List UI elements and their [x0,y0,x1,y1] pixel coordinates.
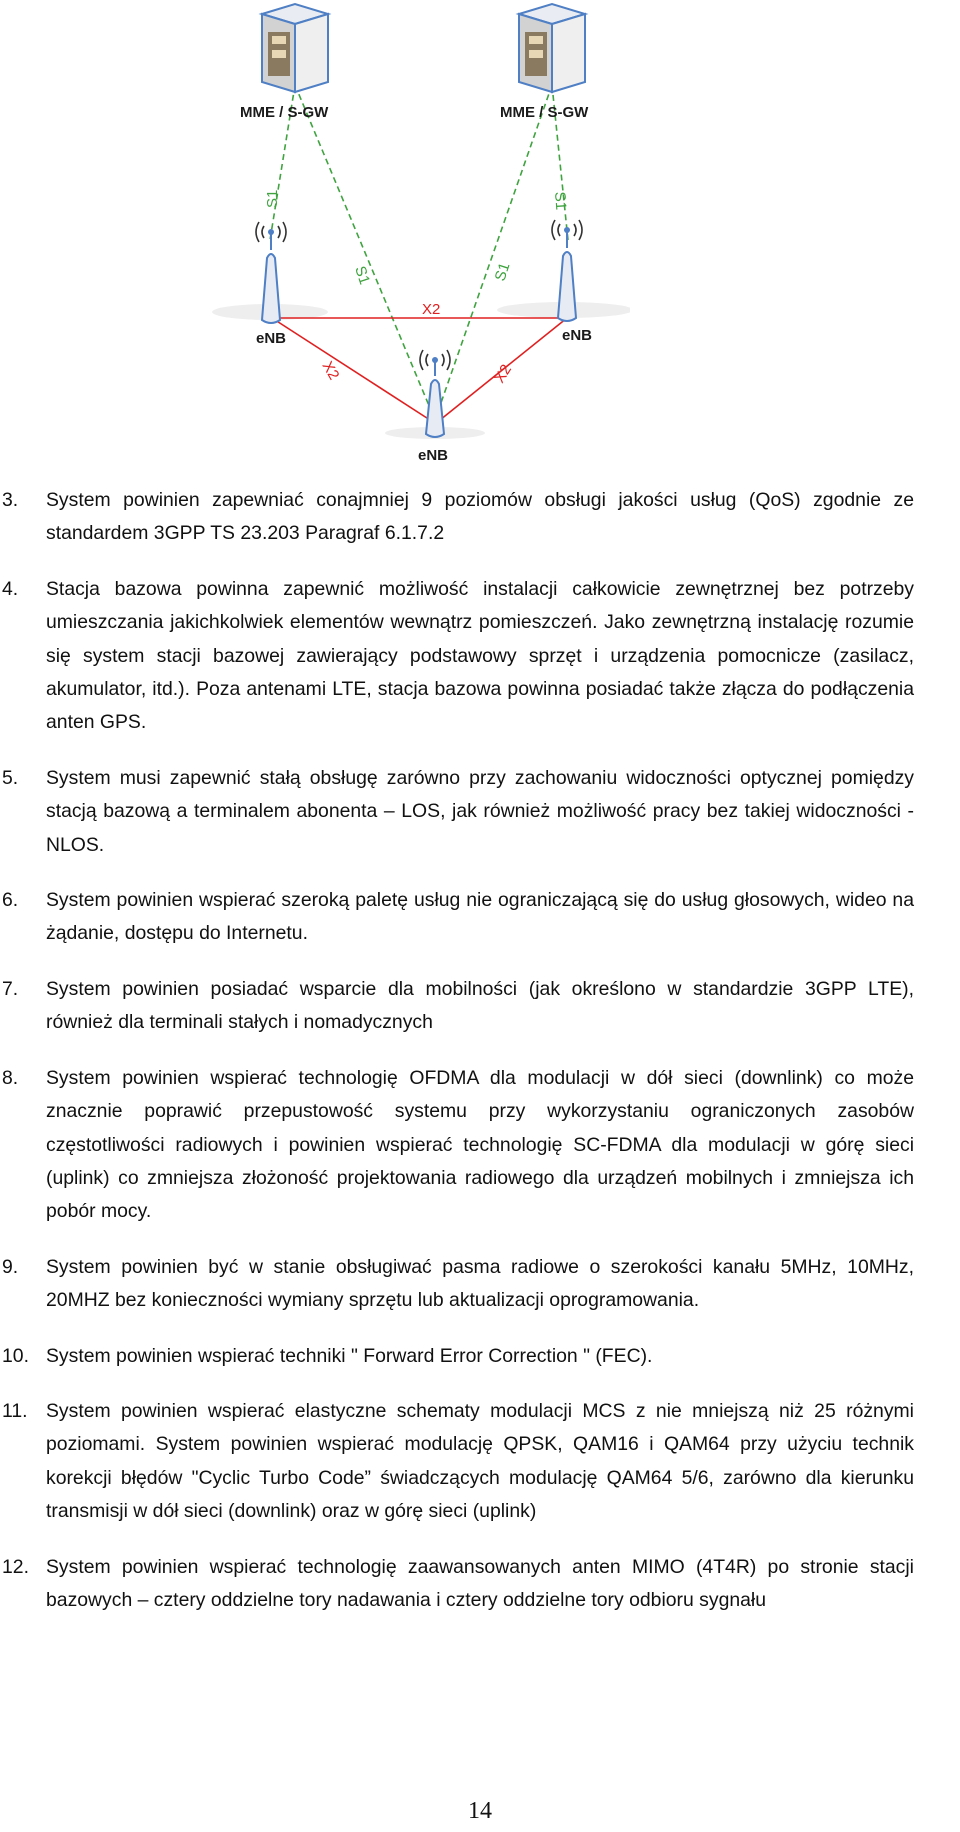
mme-server-icon [519,4,585,92]
item-number: 7. [2,977,19,1000]
lte-network-diagram [210,0,630,465]
enb-label-left: eNB [256,330,287,347]
x2-links [272,318,567,420]
item-number: 12. [2,1555,29,1578]
list-item [0,573,914,740]
item-text: System musi zapewnić stałą obsługę zarówno przy zachowaniu widoczności optycznej pomiędzy stacją bazową a terminalem abonenta – LOS, jak również możliwość pracy bez takiej widoczności - NLOS. [46,766,914,856]
mme-label-left: MME / S-GW [240,104,329,121]
list-item [0,484,914,551]
list-item [0,1551,914,1618]
list-item [0,1395,914,1529]
item-number: 9. [2,1255,19,1278]
requirements-list [0,484,960,1617]
s1-label: S1 [351,263,374,287]
item-number: 8. [2,1066,19,1089]
item-text: System powinien posiadać wsparcie dla mobilności (jak określono w standardzie 3GPP LTE), również dla terminali stałych i nomadycznych [46,977,914,1034]
list-item [0,884,914,951]
list-item [0,1251,914,1318]
item-text: System powinien wspierać elastyczne schematy modulacji MCS z nie mniejszą niż 25 różnymi poziomami. System powinien wspierać modulację QPSK, QAM16 i QAM64 przy użyciu technik korekcji błędów "Cyclic Turbo Code” świadczących modulację QAM64 5/6, zarówno dla kierunku transmisji w dół sieci (downlink) oraz w górę sieci (uplink) [46,1399,914,1523]
s1-links [270,85,568,420]
item-text: System powinien być w stanie obsługiwać pasma radiowe o szerokości kanału 5MHz, 10MHz, 20MHZ bez konieczności wymiany sprzętu lub aktualizacji oprogramowania. [46,1255,914,1312]
mme-server-icon [262,4,328,92]
list-item [0,1062,914,1229]
list-item [0,973,914,1040]
x2-label: X2 [422,301,441,318]
item-text: System powinien wspierać techniki " Forward Error Correction " (FEC). [46,1344,653,1367]
list-item [0,1340,914,1373]
mme-label-right: MME / S-GW [500,104,589,121]
x2-label: X2 [318,358,343,383]
s1-label: S1 [264,189,281,208]
s1-label: S1 [551,191,570,211]
item-text: System powinien wspierać szeroką paletę usług nie ograniczającą się do usług głosowych, wideo na żądanie, dostępu do Internetu. [46,889,914,945]
item-number: 11. [2,1399,28,1422]
item-number: 3. [2,489,19,511]
enb-label-right: eNB [562,327,593,344]
item-text: System powinien zapewniać conajmniej 9 poziomów obsługi jakości usług (QoS) zgodnie ze standardem 3GPP TS 23.203 Paragraf 6.1.7.2 [46,489,914,545]
enb-label-bottom: eNB [418,447,449,464]
item-number: 6. [2,889,19,912]
item-number: 4. [2,577,19,600]
item-text: System powinien wspierać technologię zaawansowanych anten MIMO (4T4R) po stronie stacji bazowych – cztery oddzielne tory nadawania i cztery oddzielne tory odbioru sygnału [46,1555,914,1611]
item-text: System powinien wspierać technologię OFDMA dla modulacji w dół sieci (downlink) co może znacznie poprawić przepustowość systemu przy wykorzystaniu ograniczonych zasobów częstotliwości radiowych i powinien wspierać technologię SC-FDMA dla modulacji w górę sieci (uplink) co zmniejsza złożoność projektowania radiowego dla urządzeń mobilnych i zmniejsza ich pobór mocy. [46,1066,914,1223]
list-item [0,762,914,862]
item-text: Stacja bazowa powinna zapewnić możliwość instalacji całkowicie zewnętrznej bez potrzeby umieszczania jakichkolwiek elementów wewnątrz pomieszczeń. Jako zewnętrzną instalację rozumie się system stacji bazowej zawierający podstawowy sprzęt i urządzenia pomocnicze (zasilacz, akumulator, itd.). Poza antenami LTE, stacja bazowa powinna posiadać także złącza do podłączenia anten GPS. [46,577,914,734]
s1-label: S1 [491,260,514,284]
item-number: 5. [2,766,19,789]
page-number: 14 [468,1798,492,1824]
x2-label: X2 [490,361,516,387]
item-number: 10. [2,1344,29,1367]
